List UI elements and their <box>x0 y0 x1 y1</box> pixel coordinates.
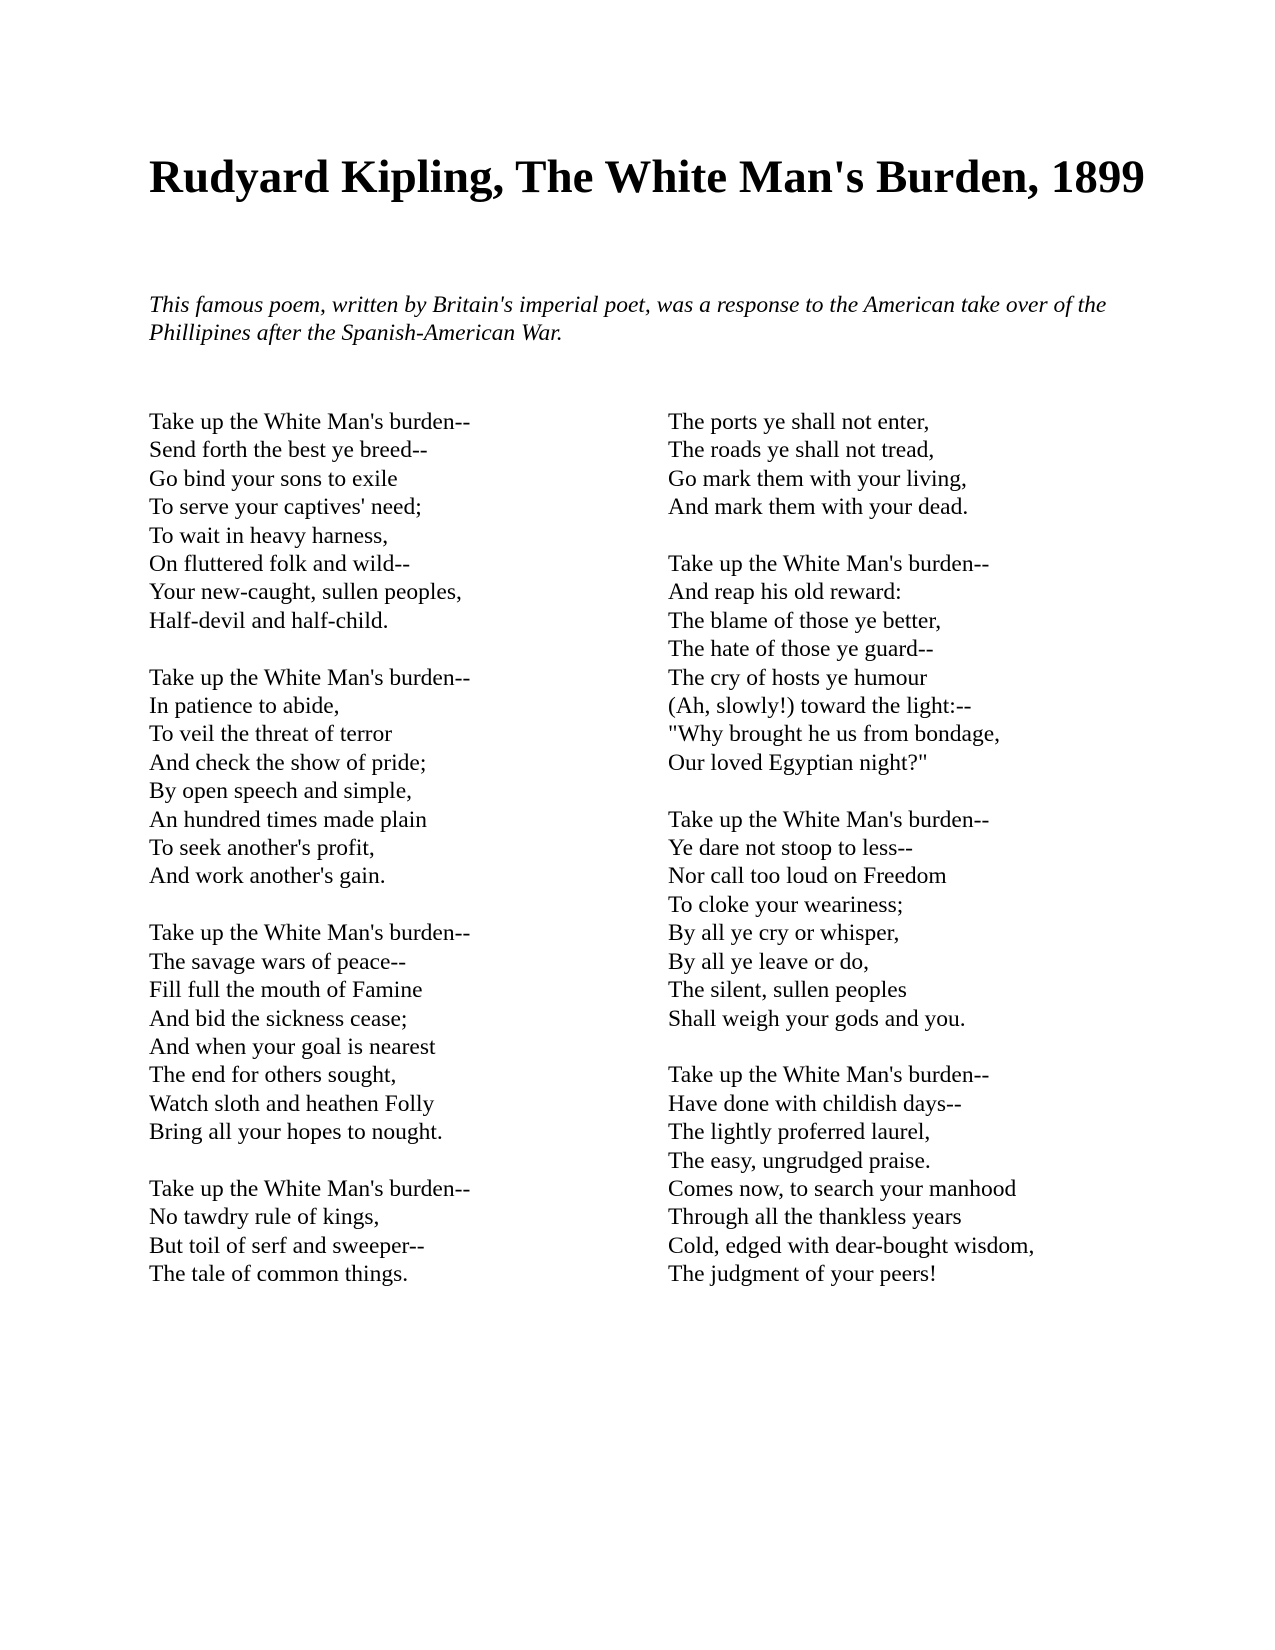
poem-line: Take up the White Man's burden-- <box>668 806 990 833</box>
poem-line: By all ye leave or do, <box>668 948 869 975</box>
poem-line: To cloke your weariness; <box>668 891 904 918</box>
poem-line: To veil the threat of terror <box>149 721 393 748</box>
poem-line: Cold, edged with dear-bought wisdom, <box>668 1232 1035 1259</box>
poem-line: Comes now, to search your manhood <box>668 1175 1017 1202</box>
poem-line: Fill full the mouth of Famine <box>149 977 423 1004</box>
poem-stanza <box>149 919 649 1146</box>
poem-line: No tawdry rule of kings, <box>149 1204 380 1231</box>
poem-line: Go bind your sons to exile <box>149 465 398 492</box>
poem-line: The tale of common things. <box>149 1261 409 1288</box>
poem-line: Take up the White Man's burden-- <box>149 1175 471 1202</box>
poem-line: To seek another's profit, <box>149 835 375 862</box>
poem-line: Bring all your hopes to nought. <box>149 1119 443 1146</box>
poem-line: By all ye cry or whisper, <box>668 920 900 947</box>
poem-line: Have done with childish days-- <box>668 1090 962 1117</box>
poem-line: The blame of those ye better, <box>668 607 942 634</box>
poem-line: (Ah, slowly!) toward the light:-- <box>668 693 972 720</box>
poem-line: The judgment of your peers! <box>668 1261 937 1288</box>
poem-line: On fluttered folk and wild-- <box>149 551 411 578</box>
poem-line: The ports ye shall not enter, <box>668 409 930 435</box>
poem-line: Send forth the best ye breed-- <box>149 437 428 464</box>
poem-line: An hundred times made plain <box>149 806 428 833</box>
poem-line: Watch sloth and heathen Folly <box>149 1090 435 1117</box>
poem-stanza <box>149 664 649 891</box>
poem-line: The roads ye shall not tread, <box>668 437 935 464</box>
poem-right-column <box>668 408 1168 1317</box>
poem-line: Through all the thankless years <box>668 1204 962 1231</box>
poem-line: And work another's gain. <box>149 863 386 890</box>
poem-line: "Why brought he us from bondage, <box>668 721 1000 748</box>
poem-line: Take up the White Man's burden-- <box>149 664 471 691</box>
poem-stanza <box>149 1175 649 1289</box>
poem-line: And reap his old reward: <box>668 579 902 606</box>
poem-stanza <box>668 1061 1168 1288</box>
poem-line: Our loved Egyptian night?" <box>668 749 928 776</box>
intro-paragraph: This famous poem, written by Britain's imperial poet, was a response to the American take over of the Phillipines after the Spanish-American War. <box>149 292 1107 346</box>
poem-line: The silent, sullen peoples <box>668 977 907 1004</box>
poem-line: Take up the White Man's burden-- <box>668 551 990 578</box>
poem-line: Take up the White Man's burden-- <box>149 920 471 947</box>
poem-line: To wait in heavy harness, <box>149 522 389 549</box>
poem-stanza <box>149 408 649 635</box>
poem-line: Nor call too loud on Freedom <box>668 863 947 890</box>
poem-line: And when your goal is nearest <box>149 1033 436 1060</box>
poem-line: The easy, ungrudged praise. <box>668 1147 931 1174</box>
poem-line: And mark them with your dead. <box>668 494 969 521</box>
poem-line: Shall weigh your gods and you. <box>668 1005 966 1032</box>
poem-line: The hate of those ye guard-- <box>668 636 934 663</box>
poem-line: Go mark them with your living, <box>668 465 967 492</box>
poem-line: Ye dare not stoop to less-- <box>668 835 913 862</box>
poem-line: Half-devil and half-child. <box>149 607 389 634</box>
poem-line: The end for others sought, <box>149 1062 397 1089</box>
poem-line: And bid the sickness cease; <box>149 1005 408 1032</box>
poem-stanza <box>668 806 1168 1033</box>
poem-line: The lightly proferred laurel, <box>668 1119 931 1146</box>
poem-line: To serve your captives' need; <box>149 494 422 521</box>
poem-line: Take up the White Man's burden-- <box>668 1062 990 1089</box>
poem-line: The cry of hosts ye humour <box>668 664 928 691</box>
poem-line: By open speech and simple, <box>149 778 413 805</box>
poem-line: In patience to abide, <box>149 693 340 720</box>
poem-line: And check the show of pride; <box>149 749 427 776</box>
poem-line: Your new-caught, sullen peoples, <box>149 579 462 606</box>
poem-left-column <box>149 408 649 1317</box>
poem-line: Take up the White Man's burden-- <box>149 409 471 435</box>
poem-line: The savage wars of peace-- <box>149 948 407 975</box>
document-title: Rudyard Kipling, The White Man's Burden, 1899 <box>149 151 1145 203</box>
poem-stanza <box>668 550 1168 777</box>
poem-stanza <box>668 408 1168 522</box>
poem-line: But toil of serf and sweeper-- <box>149 1232 425 1259</box>
